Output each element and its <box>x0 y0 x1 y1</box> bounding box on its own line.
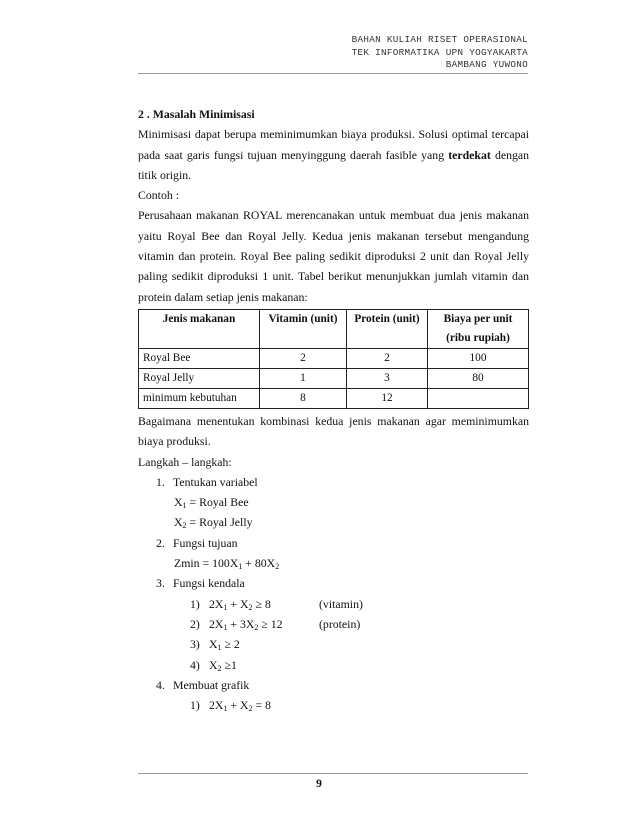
question-line-1: Bagaimana menentukan kombinasi kedua jenis makanan agar meminimumkan <box>138 413 529 428</box>
table-cell: minimum kebutuhan <box>139 388 260 408</box>
example-label: Contoh : <box>138 188 179 203</box>
intro-line-2 <box>138 145 529 165</box>
constraint-note: (protein) <box>319 616 361 631</box>
question-line-2: biaya produksi. <box>138 434 211 449</box>
table-cell: 80 <box>428 368 529 388</box>
intro-line-1: Minimisasi dapat berupa meminimumkan biaya produksi. Solusi optimal tercapai <box>138 127 529 142</box>
intro-line-3: titik origin. <box>138 167 192 182</box>
table-row <box>139 368 529 388</box>
variable-x1: $X_1$ = Royal Bee <box>174 495 249 511</box>
table-header-cell-cost <box>428 309 529 348</box>
constraint-3: 3) $X_1 \ge 2$ <box>190 637 240 653</box>
table-cell: Royal Bee <box>139 348 260 368</box>
table-cell: 8 <box>260 388 347 408</box>
table-cell <box>428 388 529 408</box>
step-label: Tentukan variabel <box>173 474 258 489</box>
cost-header-line-2: (ribu rupiah) <box>446 331 510 344</box>
header-department: TEK INFORMATIKA UPN YOGYAKARTA <box>351 46 528 58</box>
page-header <box>352 34 528 72</box>
step-label: Membuat grafik <box>173 677 250 692</box>
table-cell: 1 <box>260 368 347 388</box>
constraint-2: 2) $2X_1 + 3X_2 \ge 12$ (protein) <box>190 616 361 632</box>
graph-equation-1: 1) $2X_1 + X_2 = 8$ <box>190 698 271 714</box>
problem-line-5: protein dalam setiap jenis makanan: <box>138 289 308 304</box>
table-cell: 3 <box>347 368 428 388</box>
intro-bold-term: terdekat <box>448 147 491 162</box>
objective-function: $Zmin = 100X_1 + 80X_2$ <box>174 556 280 572</box>
problem-line-2: yaitu Royal Bee dan Royal Jelly. Kedua jenis makanan tersebut mengandung <box>138 228 529 243</box>
header-course: BAHAN KULIAH RISET OPERASIONAL <box>351 34 528 45</box>
steps-heading: Langkah – langkah: <box>138 454 232 469</box>
step-label: Fungsi tujuan <box>173 535 238 550</box>
step-4 <box>138 675 529 695</box>
section-title: 2 . Masalah Minimisasi <box>138 107 255 121</box>
footer-divider <box>138 773 528 774</box>
intro-line-2-end: dengan <box>494 147 530 162</box>
constraint-1: 1) $2X_1 + X_2 \ge 8$ (vitamin) <box>190 596 363 612</box>
constraint-4: 4) $X_2 \ge 1$ <box>190 657 237 673</box>
table-cell: 12 <box>347 388 428 408</box>
page-body <box>138 104 529 715</box>
table-header-cell: Jenis makanan <box>139 309 260 348</box>
step-1 <box>138 472 529 492</box>
step-number: 1. <box>156 474 165 489</box>
problem-line-1: Perusahaan makanan ROYAL merencanakan untuk membuat dua jenis makanan <box>138 208 529 223</box>
step-label: Fungsi kendala <box>173 576 245 591</box>
table-row <box>139 388 529 408</box>
variable-x2: $X_2$ = Royal Jelly <box>174 515 253 531</box>
header-divider <box>138 73 528 74</box>
table-cell: 2 <box>347 348 428 368</box>
table-cell: 100 <box>428 348 529 368</box>
step-2 <box>138 533 529 553</box>
step-3 <box>138 573 529 593</box>
intro-line-2-text: pada saat garis fungsi tujuan menyinggung daerah fasible yang <box>138 147 445 162</box>
table-header-cell: Vitamin (unit) <box>260 309 347 348</box>
header-author: BAMBANG YUWONO <box>445 59 528 70</box>
problem-line-4: paling sedikit diproduksi 1 unit. Tabel berikut menunjukkan jumlah vitamin dan <box>138 269 529 284</box>
table-cell: 2 <box>260 348 347 368</box>
step-number: 3. <box>156 576 165 591</box>
step-number: 4. <box>156 677 165 692</box>
problem-line-3: vitamin dan protein. Royal Bee paling sedikit diproduksi 2 unit dan Royal Jelly <box>138 249 529 264</box>
table-row <box>139 348 529 368</box>
step-number: 2. <box>156 535 165 550</box>
table-cell: Royal Jelly <box>139 368 260 388</box>
table-header-cell: Protein (unit) <box>347 309 428 348</box>
table-header-row <box>139 309 529 348</box>
nutrition-table <box>138 309 529 409</box>
page-number: 9 <box>316 778 322 790</box>
cost-header-line-1: Biaya per unit <box>443 312 513 325</box>
constraint-note: (vitamin) <box>319 596 363 611</box>
